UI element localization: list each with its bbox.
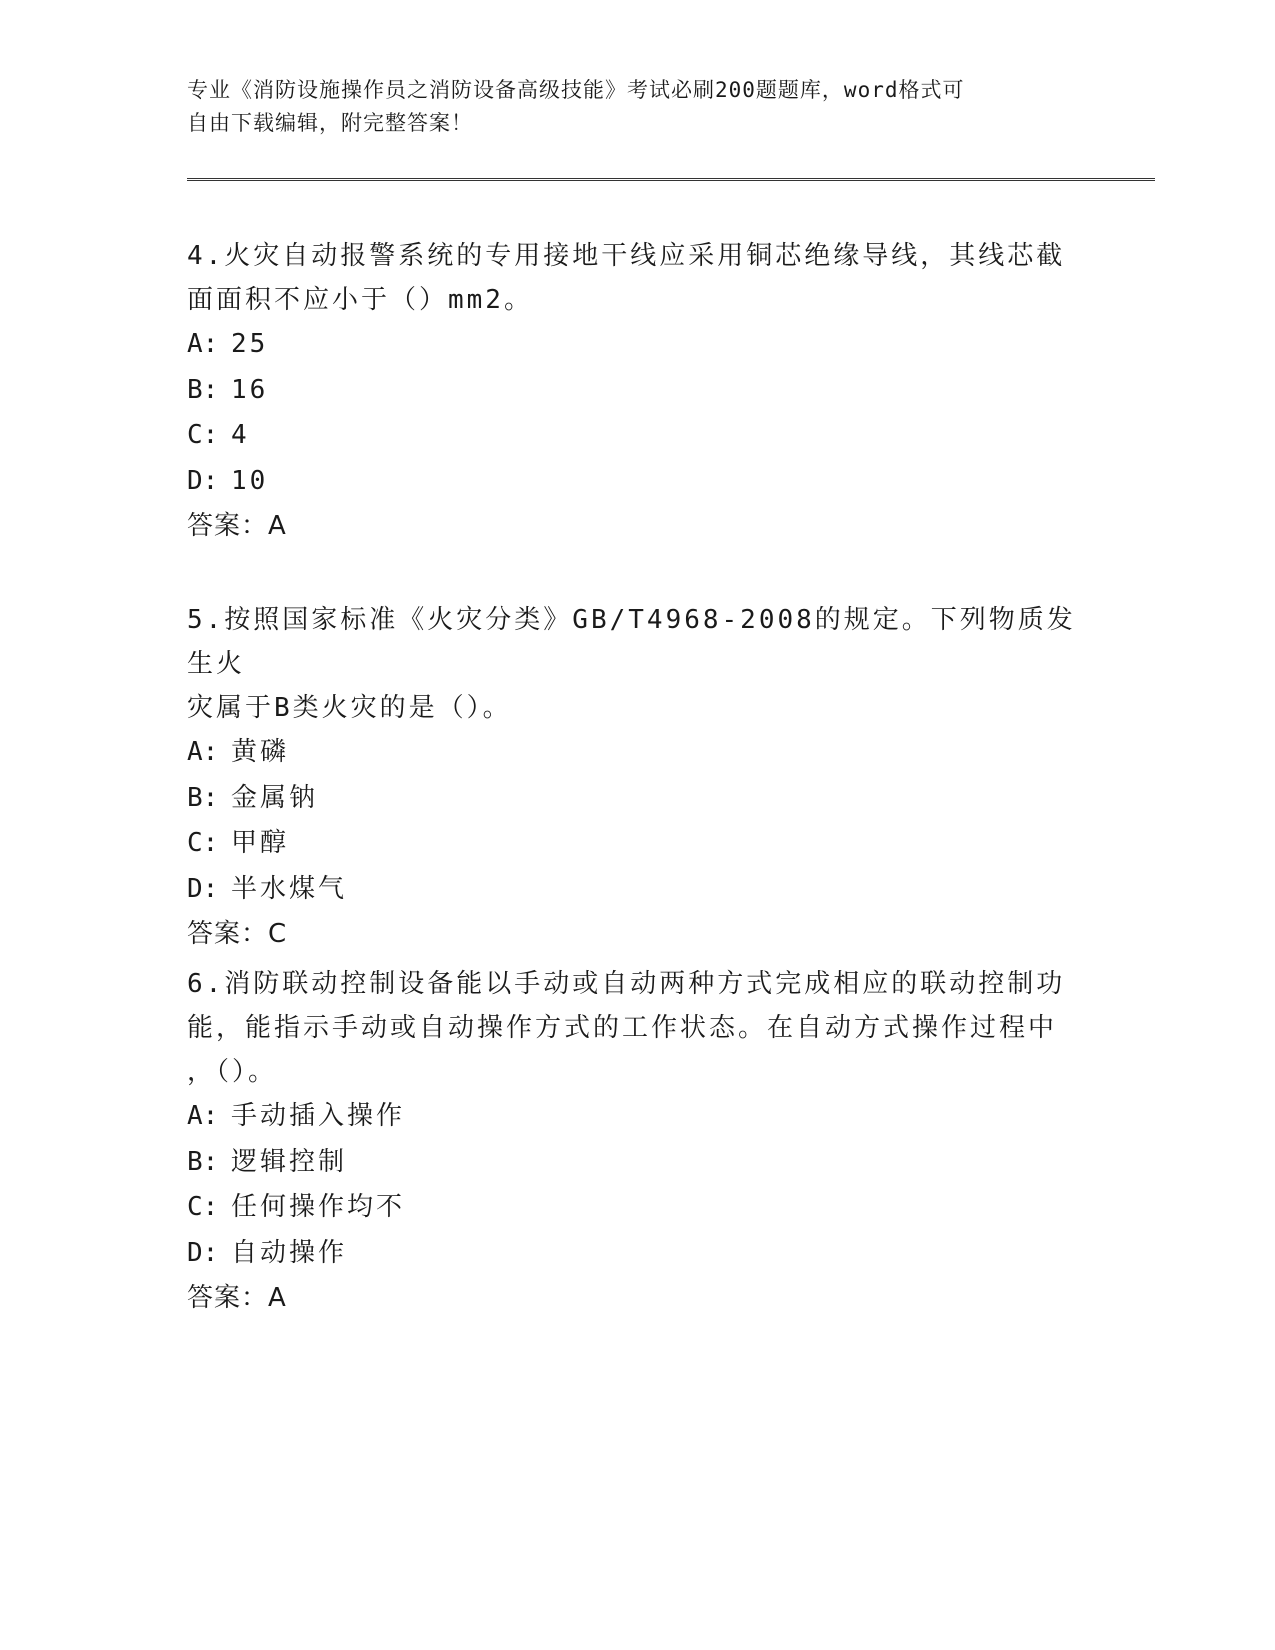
option-key: C: [187,828,219,858]
option-key: B: [187,374,219,405]
option-key: B: [187,782,219,813]
option-a [187,322,1087,368]
option-c [187,821,1087,867]
question-block [187,234,1087,549]
question-block [187,962,1087,1321]
option-text: 金属钠 [231,782,319,813]
option-key: D: [187,1237,219,1268]
option-text: 半水煤气 [231,873,348,904]
question-block [187,598,1087,957]
option-a [187,1094,1087,1140]
option-text: 手动插入操作 [231,1101,406,1131]
option-text: 黄磷 [231,737,290,767]
question-stem-line: 4.火灾自动报警系统的专用接地干线应采用铜芯绝缘导线，其线芯截 [187,241,1066,271]
option-b [187,776,1087,822]
option-key: A: [187,1101,219,1131]
option-key: A: [187,329,219,359]
option-text: 任何操作均不 [231,1192,406,1222]
option-key: C: [187,1192,219,1222]
header-divider [187,178,1155,181]
option-text: 4 [231,420,250,450]
option-a [187,730,1087,776]
option-key: A: [187,737,219,767]
question-stem-line: 5.按照国家标准《火灾分类》GB/T4968-2008的规定。下列物质发生火 [187,605,1076,679]
answer-line: 答案：A [187,1283,287,1313]
question-stem-line: ，（）。 [187,1057,278,1087]
option-d [187,867,1087,913]
question-stem [187,234,1087,322]
option-key: C: [187,420,219,450]
option-text: 16 [231,374,269,405]
answer-line: 答案：C [187,919,288,949]
option-d [187,1231,1087,1277]
option-key: D: [187,873,219,904]
option-c [187,413,1087,459]
option-key: B: [187,1146,219,1177]
question-stem [187,598,1087,730]
document-header [187,74,1067,140]
option-text: 逻辑控制 [231,1146,348,1177]
header-line-2: 自由下载编辑，附完整答案！ [187,111,473,135]
question-stem [187,962,1087,1094]
option-text: 25 [231,329,269,359]
option-c [187,1185,1087,1231]
option-text: 自动操作 [231,1237,348,1268]
question-stem-line: 灾属于B类火灾的是（）。 [187,693,512,723]
option-d [187,459,1087,505]
option-b [187,1140,1087,1186]
option-text: 甲醇 [231,828,290,858]
answer-line: 答案：A [187,511,287,541]
header-line-1: 专业《消防设施操作员之消防设备高级技能》考试必刷200题题库，word格式可 [187,78,965,102]
question-stem-line: 6.消防联动控制设备能以手动或自动两种方式完成相应的联动控制功 [187,969,1066,999]
question-stem-line: 能，能指示手动或自动操作方式的工作状态。在自动方式操作过程中 [187,1013,1058,1043]
option-text: 10 [231,465,269,496]
option-b [187,368,1087,414]
option-key: D: [187,465,219,496]
question-stem-line: 面面积不应小于（）mm2。 [187,285,533,315]
